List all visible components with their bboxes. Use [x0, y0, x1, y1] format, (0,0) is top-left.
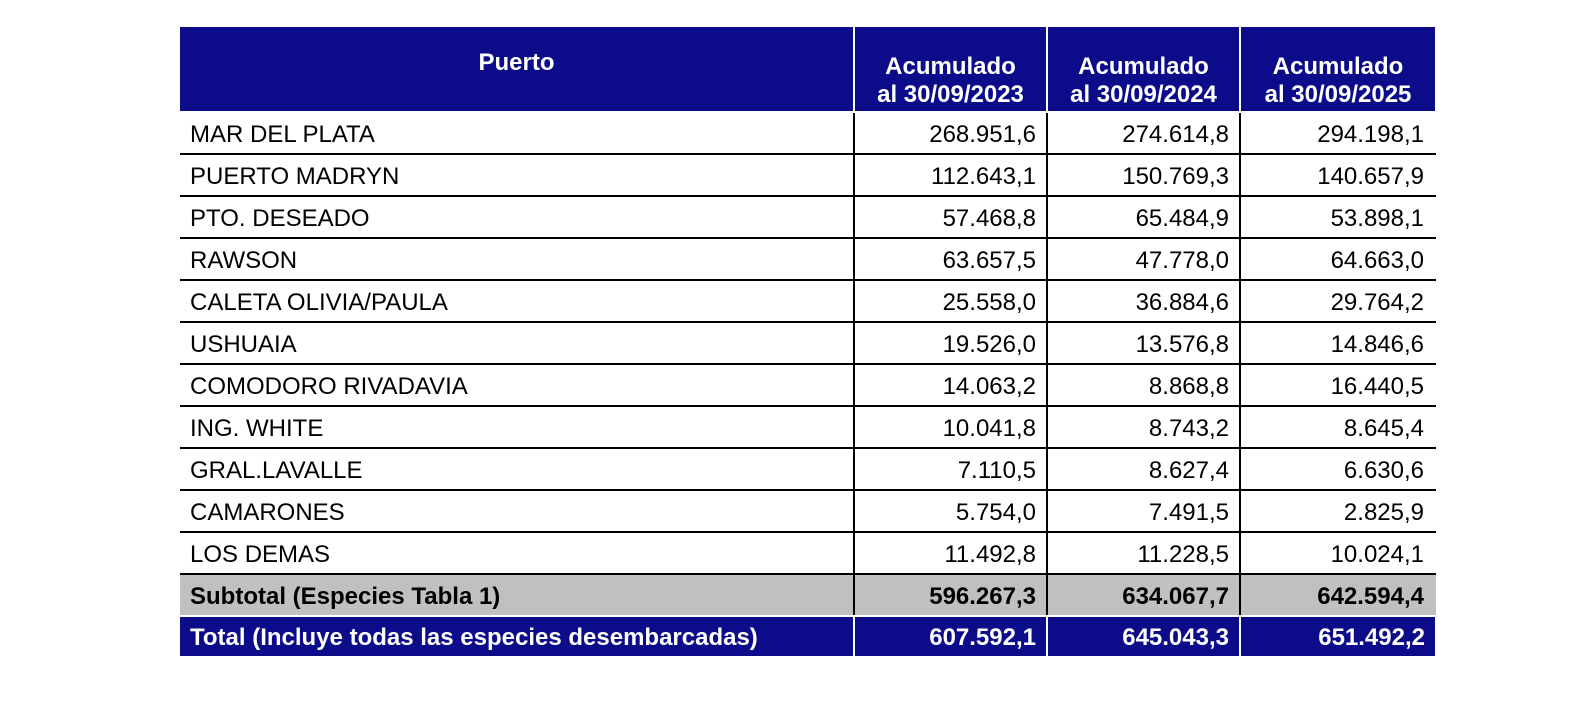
subtotal-value-2023: 596.267,3 [854, 574, 1047, 616]
total-label: Total (Incluye todas las especies desembarcadas) [180, 616, 854, 656]
column-header-line1: Acumulado [1078, 53, 1209, 80]
value-cell-2025: 8.645,4 [1240, 406, 1435, 448]
total-value-2024: 645.043,3 [1047, 616, 1240, 656]
port-name-cell: PUERTO MADRYN [180, 154, 854, 196]
value-cell-2024: 47.778,0 [1047, 238, 1240, 280]
header-row [180, 27, 1435, 112]
value-cell-2025: 6.630,6 [1240, 448, 1435, 490]
value-cell-2023: 25.558,0 [854, 280, 1047, 322]
total-row [180, 616, 1435, 656]
table-row [180, 532, 1435, 574]
column-header-2024 [1047, 27, 1240, 112]
value-cell-2024: 65.484,9 [1047, 196, 1240, 238]
column-header-line2: al 30/09/2024 [1070, 81, 1217, 108]
value-cell-2024: 13.576,8 [1047, 322, 1240, 364]
value-cell-2024: 274.614,8 [1047, 112, 1240, 154]
port-name-cell: USHUAIA [180, 322, 854, 364]
column-header-line1: Acumulado [1272, 53, 1404, 80]
table-row [180, 364, 1435, 406]
value-cell-2024: 8.868,8 [1047, 364, 1240, 406]
column-header-line1: Acumulado [885, 53, 1016, 80]
column-header-line2: al 30/09/2025 [1264, 81, 1412, 108]
value-cell-2024: 150.769,3 [1047, 154, 1240, 196]
subtotal-value-2025: 642.594,4 [1240, 574, 1435, 616]
value-cell-2023: 14.063,2 [854, 364, 1047, 406]
table-row [180, 490, 1435, 532]
column-header-line2: al 30/09/2023 [877, 81, 1024, 108]
port-name-cell: COMODORO RIVADAVIA [180, 364, 854, 406]
value-cell-2023: 19.526,0 [854, 322, 1047, 364]
subtotal-row [180, 574, 1435, 616]
port-name-cell: GRAL.LAVALLE [180, 448, 854, 490]
value-cell-2025: 64.663,0 [1240, 238, 1435, 280]
table-row [180, 322, 1435, 364]
value-cell-2023: 112.643,1 [854, 154, 1047, 196]
value-cell-2023: 268.951,6 [854, 112, 1047, 154]
total-value-2023: 607.592,1 [854, 616, 1047, 656]
port-name-cell: CALETA OLIVIA/PAULA [180, 280, 854, 322]
subtotal-label: Subtotal (Especies Tabla 1) [180, 574, 854, 616]
value-cell-2025: 140.657,9 [1240, 154, 1435, 196]
port-name-cell: CAMARONES [180, 490, 854, 532]
table-row [180, 154, 1435, 196]
value-cell-2024: 36.884,6 [1047, 280, 1240, 322]
column-header-2025 [1240, 27, 1435, 112]
value-cell-2023: 57.468,8 [854, 196, 1047, 238]
landings-by-port-table [180, 27, 1436, 656]
port-name-cell: MAR DEL PLATA [180, 112, 854, 154]
table-row [180, 238, 1435, 280]
value-cell-2024: 7.491,5 [1047, 490, 1240, 532]
value-cell-2023: 5.754,0 [854, 490, 1047, 532]
value-cell-2025: 53.898,1 [1240, 196, 1435, 238]
value-cell-2024: 8.627,4 [1047, 448, 1240, 490]
value-cell-2023: 7.110,5 [854, 448, 1047, 490]
port-name-cell: RAWSON [180, 238, 854, 280]
port-column-header: Puerto [180, 27, 854, 112]
value-cell-2024: 8.743,2 [1047, 406, 1240, 448]
port-name-cell: PTO. DESEADO [180, 196, 854, 238]
port-name-cell: ING. WHITE [180, 406, 854, 448]
total-value-2025: 651.492,2 [1240, 616, 1435, 656]
value-cell-2025: 29.764,2 [1240, 280, 1435, 322]
port-name-cell: LOS DEMAS [180, 532, 854, 574]
table-row [180, 196, 1435, 238]
value-cell-2025: 2.825,9 [1240, 490, 1435, 532]
table-row [180, 280, 1435, 322]
value-cell-2023: 10.041,8 [854, 406, 1047, 448]
table-row [180, 406, 1435, 448]
value-cell-2025: 16.440,5 [1240, 364, 1435, 406]
table-row [180, 112, 1435, 154]
value-cell-2023: 63.657,5 [854, 238, 1047, 280]
value-cell-2025: 14.846,6 [1240, 322, 1435, 364]
subtotal-value-2024: 634.067,7 [1047, 574, 1240, 616]
table-row [180, 448, 1435, 490]
table-body [180, 112, 1435, 656]
value-cell-2025: 10.024,1 [1240, 532, 1435, 574]
value-cell-2025: 294.198,1 [1240, 112, 1435, 154]
value-cell-2023: 11.492,8 [854, 532, 1047, 574]
value-cell-2024: 11.228,5 [1047, 532, 1240, 574]
column-header-2023 [854, 27, 1047, 112]
